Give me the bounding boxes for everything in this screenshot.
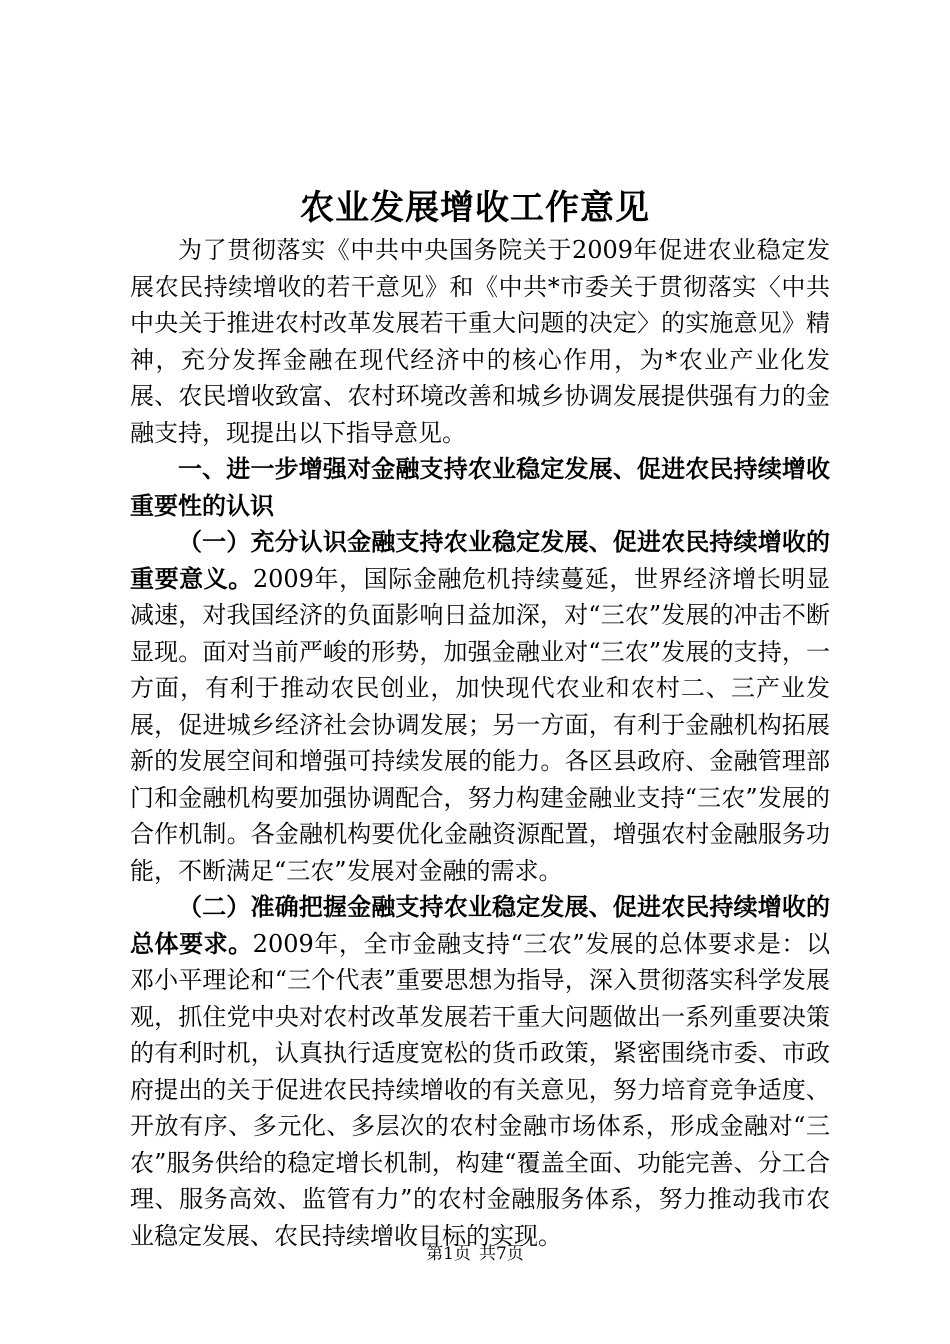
document-title: 农业发展增收工作意见 bbox=[300, 188, 650, 228]
subsection-lead-2: （二）准确把握金融支持农业稳定发展、促进农民持续增收的总体要求。 bbox=[130, 893, 830, 958]
subsection-paragraph-2 bbox=[130, 889, 830, 1254]
page-footer bbox=[0, 1243, 950, 1265]
subsection-text-2: 2009年，全市金融支持“三农”发展的总体要求是：以邓小平理论和“三个代表”重要思想为指导，深入贯彻落实科学发展观，抓住党中央对农村改革发展若干重大问题做出一系列重要决策的有利时机，认真执行适度宽松的货币政策，紧密围绕市委、市政府提出的关于促进农民持续增收的有关意见，努力培育竞争适度、开放有序、多元化、多层次的农村金融市场体系，形成金融对“三农”服务供给的稳定增长机制，构建“覆盖全面、功能完善、分工合理、服务高效、监管有力”的农村金融服务体系，努力推动我市农业稳定发展、农民持续增收目标的实现。 bbox=[130, 929, 831, 1250]
subsection-text-1: 2009年，国际金融危机持续蔓延，世界经济增长明显减速，对我国经济的负面影响日益加深，对“三农”发展的冲击不断显现。面对当前严峻的形势，加强金融业对“三农”发展的支持，一方面，有利于推动农民创业，加快现代农业和农村二、三产业发展，促进城乡经济社会协调发展；另一方面，有利于金融机构拓展新的发展空间和增强可持续发展的能力。各区县政府、金融管理部门和金融机构要加强协调配合，努力构建金融业支持“三农”发展的合作机制。各金融机构要优化金融资源配置，增强农村金融服务功能，不断满足“三农”发展对金融的需求。 bbox=[130, 564, 831, 885]
page-number: 第1页 bbox=[426, 1244, 471, 1264]
section-heading-1: 一、进一步增强对金融支持农业稳定发展、促进农民持续增收重要性的认识 bbox=[130, 455, 830, 520]
subsection-paragraph-1 bbox=[130, 524, 830, 889]
intro-paragraph: 为了贯彻落实《中共中央国务院关于2009年促进农业稳定发展农民持续增收的若干意见》和《中共*市委关于贯彻落实〈中共中央关于推进农村改革发展若干重大问题的决定〉的实施意见》精神，充分发挥金融在现代经济中的核心作用，为*农业产业化发展、农民增收致富、农村环境改善和城乡协调发展提供强有力的金融支持，现提出以下指导意见。 bbox=[130, 236, 830, 447]
document-body bbox=[130, 232, 830, 1254]
subsection-lead-1: （一）充分认识金融支持农业稳定发展、促进农民持续增收的重要意义。 bbox=[130, 528, 830, 593]
page-total: 共7页 bbox=[479, 1244, 524, 1264]
